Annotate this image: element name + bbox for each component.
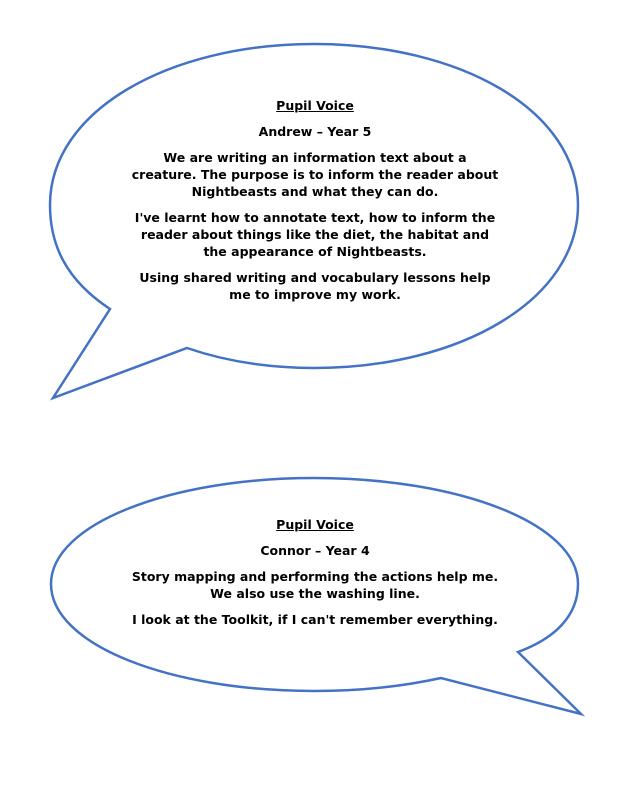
pupil-voice-heading: Pupil Voice [276, 517, 354, 532]
bubble-connor-content [130, 516, 500, 637]
pupil-name-andrew: Andrew – Year 5 [258, 124, 372, 139]
pupil-voice-heading: Pupil Voice [276, 98, 354, 113]
andrew-paragraph-2: I've learnt how to annotate text, how to inform the reader about things like the diet, the habitat and the appearance of Nightbeasts. [134, 210, 496, 259]
connor-paragraph-2: I look at the Toolkit, if I can't remember everything. [132, 612, 498, 627]
connor-paragraph-1: Story mapping and performing the actions help me. We also use the washing line. [131, 569, 499, 601]
andrew-paragraph-1: We are writing an information text about a creature. The purpose is to inform the reader about Nightbeasts and what they can do. [131, 150, 499, 199]
pupil-name-connor: Connor – Year 4 [260, 543, 370, 558]
bubble-andrew-content [130, 97, 500, 312]
andrew-paragraph-3: Using shared writing and vocabulary lessons help me to improve my work. [139, 270, 491, 302]
